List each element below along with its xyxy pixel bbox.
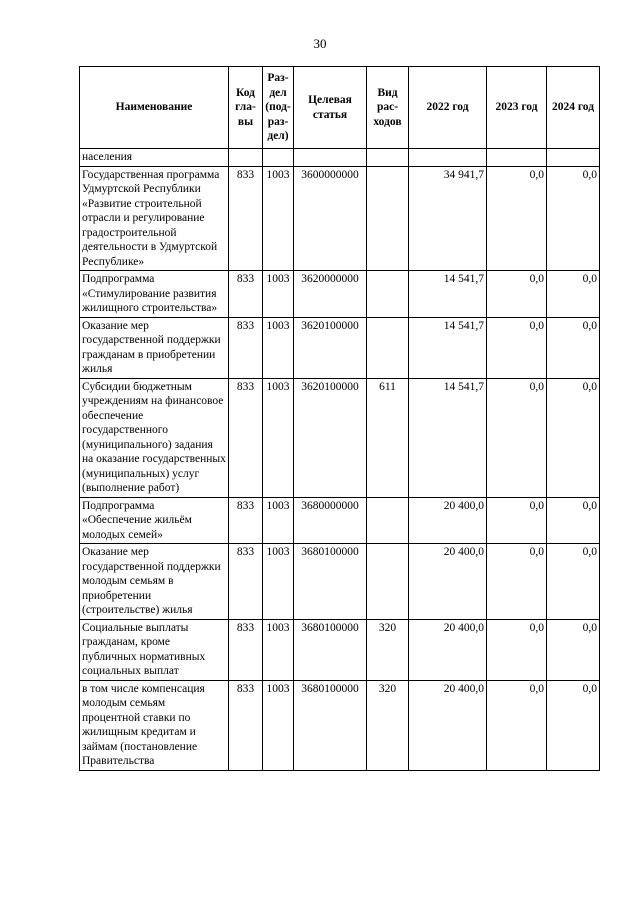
cell-vid: [367, 497, 409, 544]
cell-name: населения: [80, 149, 229, 167]
cell-celevaya: 3680100000: [294, 544, 367, 620]
header-2024: 2024 год: [547, 67, 600, 149]
cell-name: Субсидии бюджетным учреждениям на финансовое обеспечение государственного (муниципального) задания на оказание государственных (муниципальных) услуг (выполнение работ): [80, 378, 229, 497]
cell-2024: 0,0: [547, 619, 600, 680]
cell-celevaya: 3600000000: [294, 166, 367, 271]
header-2023: 2023 год: [487, 67, 547, 149]
budget-table: [79, 66, 600, 771]
cell-celevaya: 3680100000: [294, 680, 367, 770]
cell-2022: 14 541,7: [409, 271, 487, 318]
cell-kod: 833: [229, 166, 263, 271]
cell-2022: 14 541,7: [409, 378, 487, 497]
cell-celevaya: 3680000000: [294, 497, 367, 544]
cell-razdel: 1003: [263, 619, 294, 680]
cell-2022: 20 400,0: [409, 680, 487, 770]
cell-name: Оказание мер государственной поддержки гражданам в приобретении жилья: [80, 317, 229, 378]
page-number: 30: [313, 36, 327, 51]
cell-2023: [487, 149, 547, 167]
table-row: [80, 497, 600, 544]
header-2022: 2022 год: [409, 67, 487, 149]
cell-2022: 14 541,7: [409, 317, 487, 378]
table-row: [80, 166, 600, 271]
cell-razdel: 1003: [263, 378, 294, 497]
cell-2022: 20 400,0: [409, 619, 487, 680]
cell-2024: [547, 149, 600, 167]
cell-2022: [409, 149, 487, 167]
cell-2023: 0,0: [487, 544, 547, 620]
cell-kod: 833: [229, 271, 263, 318]
cell-razdel: 1003: [263, 166, 294, 271]
cell-kod: 833: [229, 619, 263, 680]
cell-2024: 0,0: [547, 497, 600, 544]
cell-2023: 0,0: [487, 271, 547, 318]
header-vid: Вид рас- ходов: [367, 67, 409, 149]
cell-2023: 0,0: [487, 317, 547, 378]
table-row: [80, 271, 600, 318]
cell-celevaya: 3620100000: [294, 378, 367, 497]
table-row: [80, 378, 600, 497]
cell-2023: 0,0: [487, 680, 547, 770]
cell-2024: 0,0: [547, 378, 600, 497]
cell-2024: 0,0: [547, 680, 600, 770]
table-row: [80, 544, 600, 620]
cell-2023: 0,0: [487, 497, 547, 544]
cell-2022: 20 400,0: [409, 544, 487, 620]
cell-vid: [367, 271, 409, 318]
cell-name: Социальные выплаты гражданам, кроме публичных нормативных социальных выплат: [80, 619, 229, 680]
cell-vid: [367, 166, 409, 271]
table-row: [80, 317, 600, 378]
cell-2024: 0,0: [547, 544, 600, 620]
cell-name: Оказание мер государственной поддержки молодым семьям в приобретении (строительстве) жилья: [80, 544, 229, 620]
header-name: Наименование: [80, 67, 229, 149]
cell-celevaya: [294, 149, 367, 167]
cell-vid: 611: [367, 378, 409, 497]
cell-2023: 0,0: [487, 619, 547, 680]
header-razdel: Раз- дел (под- раз- дел): [263, 67, 294, 149]
table-row: [80, 619, 600, 680]
cell-razdel: 1003: [263, 317, 294, 378]
table-header-row: [80, 67, 600, 149]
cell-2024: 0,0: [547, 317, 600, 378]
cell-vid: [367, 317, 409, 378]
cell-kod: 833: [229, 680, 263, 770]
cell-name: Подпрограмма «Обеспечение жильём молодых семей»: [80, 497, 229, 544]
cell-kod: 833: [229, 317, 263, 378]
cell-razdel: 1003: [263, 497, 294, 544]
cell-vid: 320: [367, 619, 409, 680]
cell-razdel: 1003: [263, 271, 294, 318]
cell-celevaya: 3620100000: [294, 317, 367, 378]
cell-2024: 0,0: [547, 166, 600, 271]
cell-2022: 20 400,0: [409, 497, 487, 544]
cell-vid: [367, 544, 409, 620]
cell-name: Государственная программа Удмуртской Республики «Развитие строительной отрасли и регулирование градостроительной деятельности в Удмуртской Республике»: [80, 166, 229, 271]
cell-razdel: 1003: [263, 544, 294, 620]
cell-celevaya: 3620000000: [294, 271, 367, 318]
table-row: [80, 680, 600, 770]
cell-kod: 833: [229, 497, 263, 544]
cell-razdel: 1003: [263, 680, 294, 770]
cell-name: Подпрограмма «Стимулирование развития жилищного строительства»: [80, 271, 229, 318]
cell-razdel: [263, 149, 294, 167]
cell-2022: 34 941,7: [409, 166, 487, 271]
cell-celevaya: 3680100000: [294, 619, 367, 680]
header-celevaya: Целевая статья: [294, 67, 367, 149]
table-row: [80, 149, 600, 167]
cell-kod: 833: [229, 378, 263, 497]
cell-kod: [229, 149, 263, 167]
header-kod: Код гла- вы: [229, 67, 263, 149]
cell-kod: 833: [229, 544, 263, 620]
cell-2023: 0,0: [487, 166, 547, 271]
cell-2023: 0,0: [487, 378, 547, 497]
cell-2024: 0,0: [547, 271, 600, 318]
cell-vid: [367, 149, 409, 167]
cell-vid: 320: [367, 680, 409, 770]
cell-name: в том числе компенсация молодым семьям процентной ставки по жилищным кредитам и займам (постановление Правительства: [80, 680, 229, 770]
